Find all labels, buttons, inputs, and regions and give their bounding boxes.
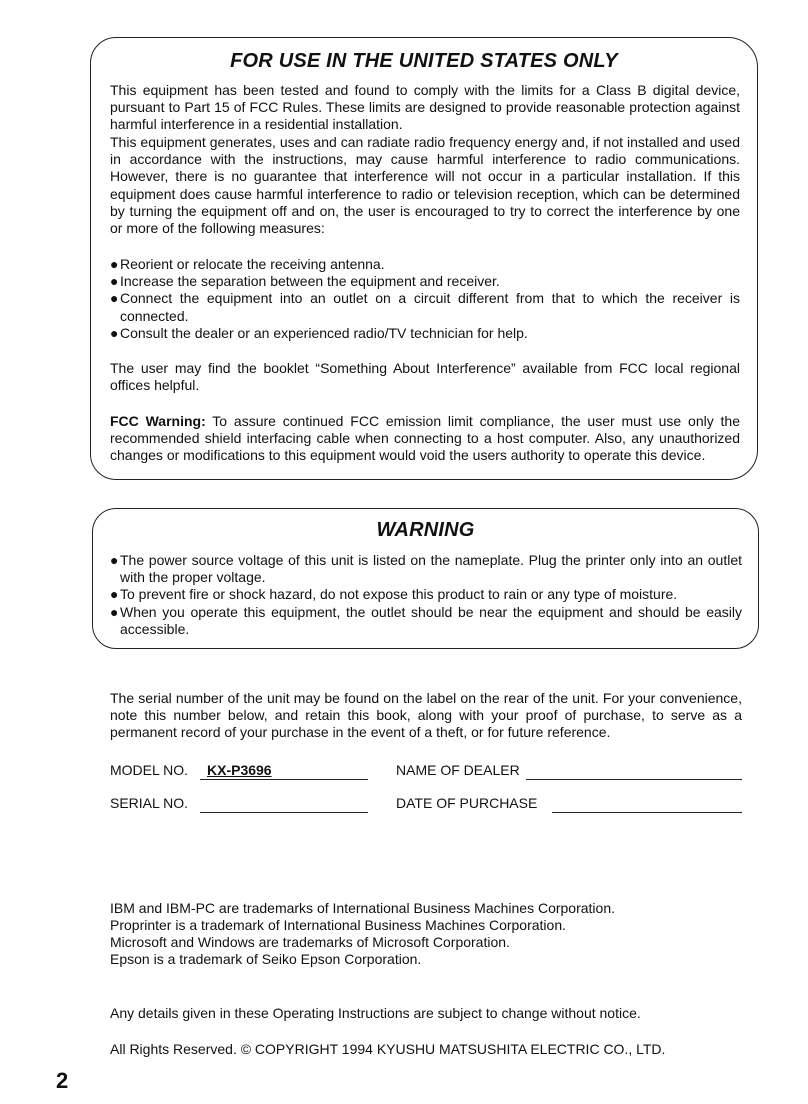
model-number-label: MODEL NO. <box>110 762 189 778</box>
fcc-measures-list <box>110 256 740 342</box>
trademark-line: Epson is a trademark of Seiko Epson Corporation. <box>110 951 422 967</box>
purchase-date-label: DATE OF PURCHASE <box>396 795 538 811</box>
list-item: ● Connect the equipment into an outlet on a circuit different from that to which the receiver is connected. <box>110 290 740 324</box>
serial-purchase-row <box>110 795 742 817</box>
bullet-icon: ● <box>110 603 119 620</box>
fcc-warning-label: FCC Warning: <box>110 413 206 429</box>
serial-number-line <box>200 812 368 813</box>
copyright-line: All Rights Reserved. © COPYRIGHT 1994 KYUSHU MATSUSHITA ELECTRIC CO., LTD. <box>110 1041 666 1057</box>
fcc-paragraph-compliance: This equipment has been tested and found to comply with the limits for a Class B digital device, pursuant to Part 15 of FCC Rules. These limits are designed to provide reasonable protection against harmful interference in a residential installation. <box>110 82 740 133</box>
purchase-date-line <box>552 812 742 813</box>
bullet-icon: ● <box>110 586 119 603</box>
trademark-line: Proprinter is a trademark of International Business Machines Corporation. <box>110 917 566 933</box>
fcc-paragraph-interference: This equipment generates, uses and can radiate radio frequency energy and, if not installed and used in accordance with the instructions, may cause harmful interference to radio communications. However, there is no guarantee that interference will not occur in a particular installation. If this equipment does cause harmful interference to radio or television reception, which can be determined by turning the equipment off and on, the user is encouraged to try to correct the interference by one or more of the following measures: <box>110 134 740 237</box>
list-item: ● To prevent fire or shock hazard, do not expose this product to rain or any type of moisture. <box>110 586 678 603</box>
bullet-icon: ● <box>110 273 119 290</box>
list-item: ● When you operate this equipment, the outlet should be near the equipment and should be easily accessible. <box>110 603 742 637</box>
fcc-title: FOR USE IN THE UNITED STATES ONLY <box>230 50 618 72</box>
page-number: 2 <box>56 1068 69 1093</box>
warning-title: WARNING <box>376 519 475 541</box>
model-number-value: KX-P3696 <box>207 762 272 778</box>
list-item: ● Reorient or relocate the receiving antenna. <box>110 256 385 272</box>
warning-list <box>110 552 742 638</box>
list-item: ● Consult the dealer or an experienced radio/TV technician for help. <box>110 324 528 341</box>
list-item: ● The power source voltage of this unit is listed on the nameplate. Plug the printer only into an outlet with the proper voltage. <box>110 552 742 586</box>
dealer-name-line <box>526 779 742 780</box>
bullet-icon: ● <box>110 552 119 568</box>
model-number-line <box>200 779 368 780</box>
serial-number-label: SERIAL NO. <box>110 795 189 811</box>
bullet-icon: ● <box>110 324 119 341</box>
fcc-warning-paragraph <box>110 413 740 465</box>
bullet-icon: ● <box>110 290 119 307</box>
dealer-name-label: NAME OF DEALER <box>396 762 520 778</box>
trademark-line: IBM and IBM-PC are trademarks of International Business Machines Corporation. <box>110 900 616 916</box>
change-notice: Any details given in these Operating Instructions are subject to change without notice. <box>110 1005 641 1021</box>
trademark-line: Microsoft and Windows are trademarks of Microsoft Corporation. <box>110 934 510 950</box>
serial-intro-paragraph: The serial number of the unit may be found on the label on the rear of the unit. For your convenience, note this number below, and retain this book, along with your proof of purchase, to serve as a permanent record of your purchase in the event of a theft, or for future reference. <box>110 690 742 741</box>
fcc-booklet-paragraph: The user may find the booklet “Something About Interference” available from FCC local regional offices helpful. <box>110 360 740 394</box>
model-dealer-row <box>110 762 742 784</box>
list-item: ● Increase the separation between the equipment and receiver. <box>110 273 500 290</box>
bullet-icon: ● <box>110 256 119 272</box>
fcc-warning-text: To assure continued FCC emission limit compliance, the user must use only the recommended shield interfacing cable when connecting to a host computer. Also, any unauthorized changes or modifications to this equipment would void the users authority to operate this device. <box>110 413 740 464</box>
